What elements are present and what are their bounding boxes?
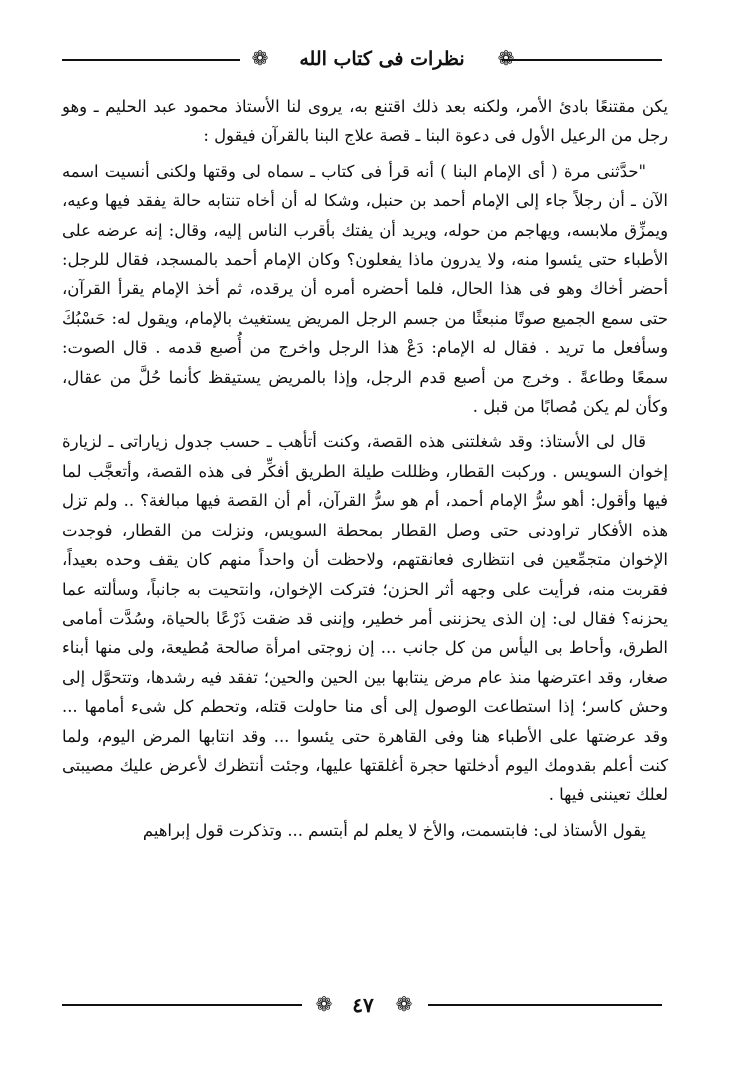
header-title: نظرات فى كتاب الله [299, 48, 465, 70]
paragraph-2: "حدَّثنى مرة ( أى الإمام البنا ) أنه قرأ فى كتاب ـ سماه لى وقتها ولكنى أنسيت اسمه الآن ـ أن رجلاً جاء إلى الإمام أحمد بن حنبل، وشكا له أن أخاه تنتابه حالة يفقد فيها وعيه، ويمزِّق ملابسه، ويهاجم من حوله، ويريد أن يفتك بأقرب الناس إليه، وقال: إنه عرضه على الأطباء حتى يئسوا منه، ولا يدرون ماذا يفعلون؟ وكان الإمام أحمد بالمسجد، فقال للرجل: أحضر أخاك وهو فى هذا الحال، فلما أحضره أمره أن يرقده، ثم أخذ الإمام يقرأ القرآن، حتى سمع الجميع صوتًا منبعثًا من جسم الرجل المريض يستغيث بالإمام، ويقول له: حَسْبُكَ وسأفعل ما تريد . فقال له الإمام: دَعْ هذا الرجل واخرج من أُصبع قدمه . قال الصوت: سمعًا وطاعةً . وخرج من أصبع قدم الرجل، وإذا بالمريض يستيقظ كأنما حُلَّ من عقال، وكأن لم يكن مُصابًا من قبل . [62, 161, 668, 417]
header-rule-right [502, 59, 662, 61]
paragraph-1: يكن مقتنعًا بادئ الأمر، ولكنه بعد ذلك اقتنع به، يروى لنا الأستاذ محمود عبد الحليم ـ وهو رجل من الرعيل الأول فى دعوة البنا ـ قصة علاج البنا بالقرآن فيقول : [62, 97, 668, 146]
page-footer [62, 990, 662, 1020]
header-rule-left [62, 59, 240, 61]
footer-rule-left [62, 1004, 302, 1006]
flower-ornament-icon: ❁ [315, 992, 333, 1016]
page-body [62, 92, 668, 845]
paragraph-4: يقول الأستاذ لى: فابتسمت، والأخ لا يعلم لم أبتسم ... وتذكرت قول إبراهيم [142, 820, 646, 840]
flower-ornament-icon: ❁ [395, 992, 413, 1016]
footer-rule-right [428, 1004, 662, 1006]
flower-ornament-icon: ❁ [497, 46, 515, 70]
page-number: ٤٧ [352, 993, 374, 1017]
running-header [62, 44, 662, 74]
paragraph-3: قال لى الأستاذ: وقد شغلتنى هذه القصة، وكنت أتأهب ـ حسب جدول زياراتى ـ لزيارة إخوان السويس . وركبت القطار، وظللت طيلة الطريق أفكِّر فى هذه القصة، وأتعجَّب لما فيها وأقول: أهو سرُّ الإمام أحمد، أم هو سرُّ القرآن، أم أن القصة فيها مبالغة؟ .. ولم تزل هذه الأفكار تراودنى حتى وصل القطار بمحطة السويس، ونزلت من القطار، فوجدت الإخوان متجمِّعين فى انتظارى فعانقتهم، ولاحظت أن واحداً منهم كان يقف وحده بعيداً، فقربت منه، فرأيت على وجهه أثر الحزن؛ فتركت الإخوان، وانتحيت به جانباً، وسألته عما يحزنه؟ فقال لى: إن الذى يحزننى أمر خطير، وإننى قد ضقت ذَرْعًا بالحياة، وسُدَّت أمامى الطرق، وأحاط بى اليأس من كل جانب ... إن زوجتى امرأة صالحة مُطيعة، ولى منها أبناء صغار، وقد اعترضها منذ عام مرض ينتابها بين الحين والحين؛ تفقد فيه رشدها، وتتحوَّل إلى وحش كاسر؛ إذا استطاعت الوصول إلى أى منا حاولت قتله، وتحطم كل شىء أمامها ... وقد عرضتها على الأطباء هنا وفى القاهرة حتى يئسوا ... وقد انتابها المرض اليوم، ولما كنت أعلم بقدومك اليوم أدخلتها حجرة أغلقتها عليها، وجئت أنتظرك لأعرض عليك مصيبتى لعلك تعيننى فيها . [62, 432, 668, 805]
flower-ornament-icon: ❁ [251, 46, 269, 70]
